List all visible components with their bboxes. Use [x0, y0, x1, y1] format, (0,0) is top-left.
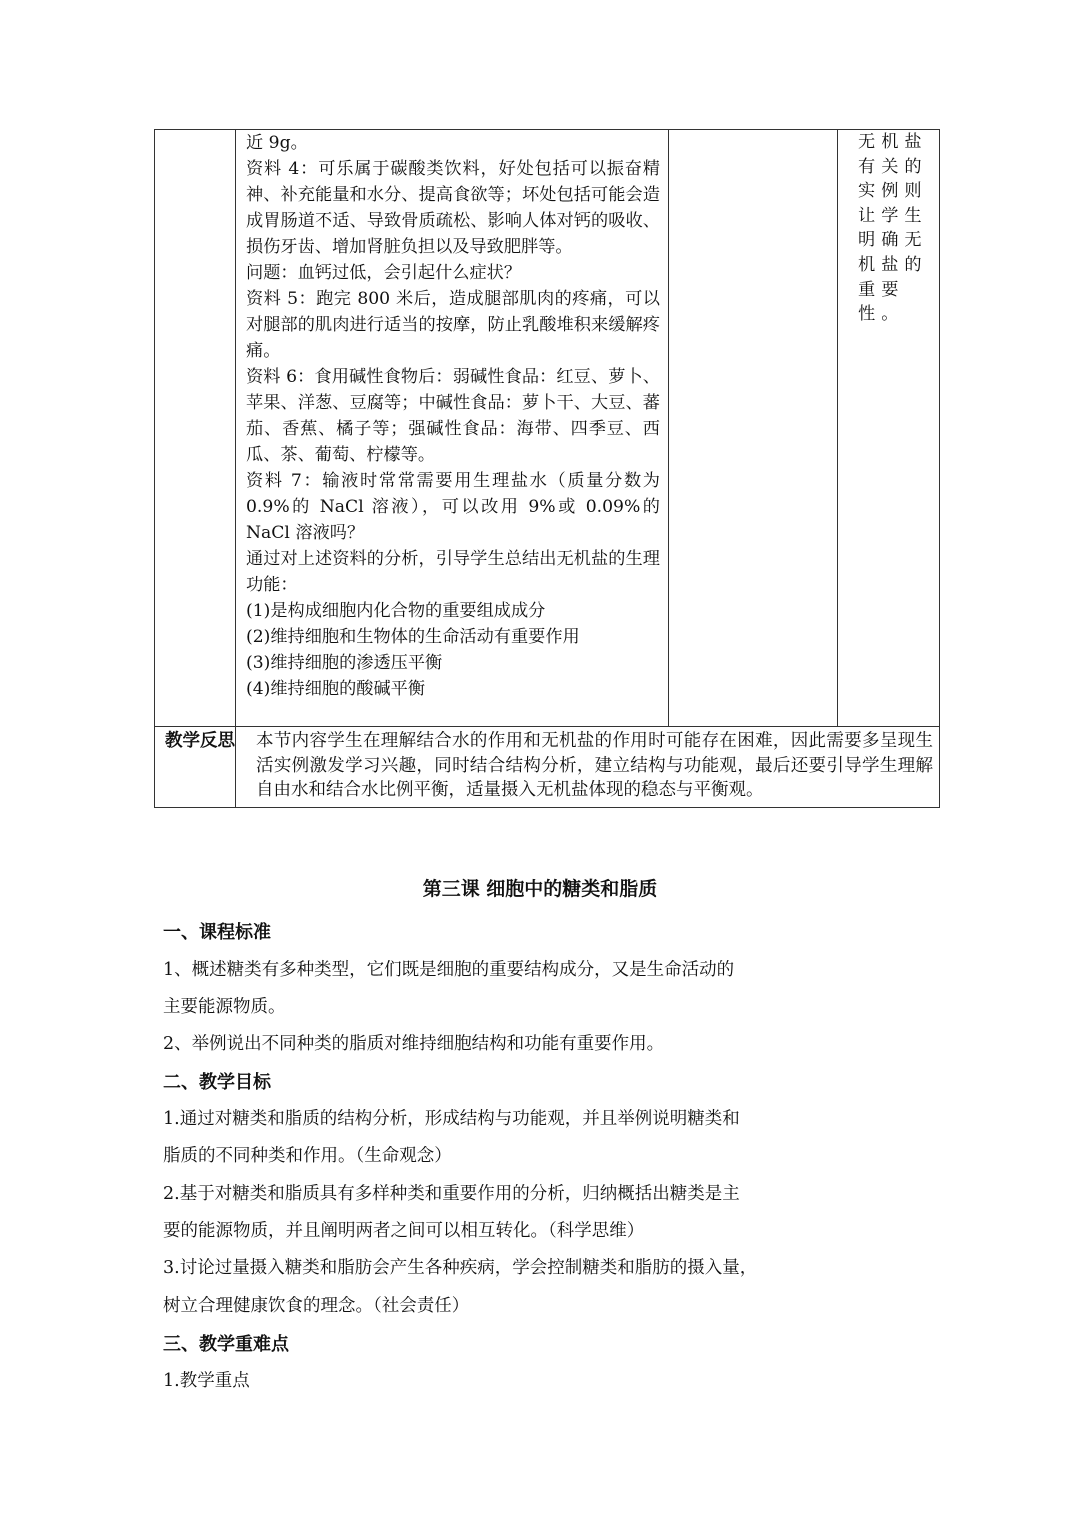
lesson-title: 第三课 细胞中的糖类和脂质: [422, 878, 658, 900]
material-text: 资料 5：跑完 800 米后，造成腿部肌肉的疼痛，可以对腿部的肌肉进行适当的按摩，防止乳酸堆积来缓解疼痛。: [246, 289, 660, 361]
material-text: (1)是构成细胞内化合物的重要组成成分: [246, 601, 546, 621]
material-text: (3)维持细胞的渗透压平衡: [246, 653, 443, 673]
section-heading: 二、教学目标: [163, 1072, 271, 1093]
body-line: 脂质的不同种类和作用。（生命观念）: [163, 1146, 452, 1166]
reflection-text: 本节内容学生在理解结合水的作用和无机盐的作用时可能存在困难，因此需要多呈现生活实例激发学习兴趣，同时结合结构分析，建立结构与功能观，最后还要引导学生理解自由水和结合水比例平衡，适量摄入无机盐体现的稳态与平衡观。: [236, 727, 940, 808]
material-text: 通过对上述资料的分析，引导学生总结出无机盐的生理功能：: [246, 549, 660, 595]
material-text: 近 9g。: [246, 133, 308, 153]
table-row: [155, 130, 940, 727]
body-line: 要的能源物质，并且阐明两者之间可以相互转化。（科学思维）: [163, 1221, 645, 1241]
material-text: 问题：血钙过低，会引起什么症状？: [246, 263, 522, 283]
body-line: 2、举例说出不同种类的脂质对维持细胞结构和功能有重要作用。: [163, 1034, 665, 1054]
material-text: 资料 7：输液时常常需要用生理盐水（质量分数为 0.9%的 NaCl 溶液），可以改用 9%或 0.09%的 NaCl 溶液吗？: [246, 471, 660, 543]
stage-cell: [155, 130, 236, 727]
material-text: (2)维持细胞和生物体的生命活动有重要作用: [246, 627, 580, 647]
design-intent-cell: [838, 130, 940, 727]
materials-cell: [236, 130, 669, 727]
material-text: 资料 4：可乐属于碳酸类饮料，好处包括可以振奋精神、补充能量和水分、提高食欲等；坏处包括可能会造成胃肠道不适、导致骨质疏松、影响人体对钙的吸收、损伤牙齿、增加肾脏负担以及导致肥胖等。: [246, 159, 660, 257]
body-line: 树立合理健康饮食的理念。（社会责任）: [163, 1296, 470, 1316]
section-heading: 一、课程标准: [163, 922, 271, 943]
body-line: 1.教学重点: [163, 1371, 250, 1391]
body-line: 主要能源物质。: [163, 997, 286, 1017]
body-line: 1.通过对糖类和脂质的结构分析，形成结构与功能观，并且举例说明糖类和: [163, 1109, 740, 1129]
body-line: 2.基于对糖类和脂质具有多样种类和重要作用的分析，归纳概括出糖类是主: [163, 1184, 740, 1204]
student-activity-cell: [669, 130, 838, 727]
body-line: 3.讨论过量摄入糖类和脂肪会产生各种疾病，学会控制糖类和脂肪的摄入量，: [163, 1258, 758, 1278]
reflection-label: 教学反思: [155, 727, 236, 808]
lesson-plan-table: [154, 129, 940, 808]
material-text: (4)维持细胞的酸碱平衡: [246, 679, 426, 699]
design-note: 无机盐有关的实例则让学生明确无机盐的重要性。: [858, 132, 928, 325]
material-text: 资料 6：食用碱性食物后：弱碱性食品：红豆、萝卜、苹果、洋葱、豆腐等；中碱性食品：萝卜干、大豆、蕃茄、香蕉、橘子等；强碱性食品：海带、四季豆、西瓜、茶、葡萄、柠檬等。: [246, 367, 660, 465]
body-line: 1、概述糖类有多种类型，它们既是细胞的重要结构成分，又是生命活动的: [163, 960, 735, 980]
table-row: [155, 727, 940, 808]
section-heading: 三、教学重难点: [163, 1334, 289, 1355]
